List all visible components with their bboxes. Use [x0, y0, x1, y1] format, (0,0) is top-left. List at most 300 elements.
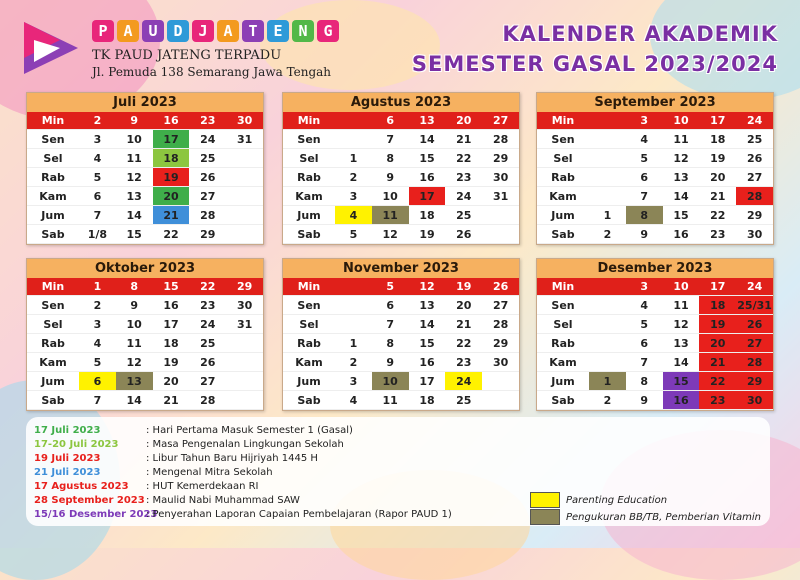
day-label: Jum	[27, 206, 79, 225]
date-cell: 26	[736, 149, 773, 168]
date-cell: 29	[482, 334, 519, 353]
day-label: Sel	[27, 315, 79, 334]
school-logo	[20, 18, 82, 78]
date-cell	[226, 149, 263, 168]
day-label: Min	[27, 278, 79, 296]
day-label: Sab	[27, 225, 79, 244]
date-cell: 27	[482, 112, 519, 130]
page-subtitle: SEMESTER GASAL 2023/2024	[411, 52, 778, 76]
date-cell: 3	[335, 372, 372, 391]
date-cell: 10	[372, 187, 409, 206]
week-row	[27, 225, 263, 244]
month-table	[283, 112, 519, 244]
date-cell: 11	[116, 334, 153, 353]
day-label: Sel	[27, 149, 79, 168]
note-date: 17-20 Juli 2023	[34, 439, 119, 450]
date-cell: 7	[372, 130, 409, 149]
week-row	[27, 391, 263, 410]
bg-blob	[650, 0, 800, 100]
date-cell: 28	[482, 130, 519, 149]
week-row	[27, 353, 263, 372]
week-row	[537, 112, 773, 130]
date-cell: 5	[79, 353, 116, 372]
date-cell: 17	[699, 278, 736, 296]
week-row	[283, 206, 519, 225]
week-row	[27, 130, 263, 149]
note-date: 21 Juli 2023	[34, 467, 101, 478]
date-cell	[482, 225, 519, 244]
date-cell: 25	[189, 334, 226, 353]
date-cell: 22	[189, 278, 226, 296]
date-cell: 13	[663, 168, 700, 187]
day-label: Sel	[537, 315, 589, 334]
date-cell: 11	[372, 206, 409, 225]
date-cell: 17	[409, 372, 446, 391]
date-cell: 18	[153, 334, 190, 353]
day-label: Jum	[537, 206, 589, 225]
date-cell: 27	[189, 372, 226, 391]
day-label: Sab	[27, 391, 79, 410]
note-text: : HUT Kemerdekaan RI	[146, 481, 259, 492]
note-date: 28 September 2023	[34, 495, 145, 506]
date-cell: 2	[589, 391, 626, 410]
month-title: Agustus 2023	[283, 93, 519, 112]
month-title: November 2023	[283, 259, 519, 278]
week-row	[537, 372, 773, 391]
legend-item	[530, 492, 761, 508]
brand-letter: A	[117, 20, 139, 42]
date-cell: 13	[409, 296, 446, 315]
date-cell: 9	[626, 391, 663, 410]
date-cell: 27	[736, 168, 773, 187]
date-cell: 23	[445, 168, 482, 187]
month-calendar	[536, 92, 774, 245]
week-row	[27, 315, 263, 334]
date-cell: 18	[409, 391, 446, 410]
date-cell: 12	[116, 353, 153, 372]
date-cell: 15	[409, 149, 446, 168]
month-title: Juli 2023	[27, 93, 263, 112]
date-cell: 20	[445, 112, 482, 130]
date-cell: 17	[699, 112, 736, 130]
date-cell: 28	[189, 391, 226, 410]
date-cell: 25	[445, 391, 482, 410]
date-cell: 26	[189, 168, 226, 187]
date-cell: 19	[699, 149, 736, 168]
week-row	[283, 112, 519, 130]
week-row	[27, 168, 263, 187]
brand-letter: J	[192, 20, 214, 42]
date-cell	[482, 391, 519, 410]
date-cell: 6	[79, 187, 116, 206]
day-label: Sab	[537, 391, 589, 410]
week-row	[283, 278, 519, 296]
day-label: Jum	[283, 206, 335, 225]
date-cell: 10	[116, 130, 153, 149]
date-cell: 30	[226, 296, 263, 315]
note-date: 17 Agustus 2023	[34, 481, 129, 492]
week-row	[283, 372, 519, 391]
note-date: 19 Juli 2023	[34, 453, 101, 464]
date-cell	[589, 112, 626, 130]
date-cell: 22	[445, 334, 482, 353]
date-cell	[589, 278, 626, 296]
date-cell: 12	[116, 168, 153, 187]
day-label: Sen	[537, 296, 589, 315]
date-cell: 4	[79, 149, 116, 168]
month-table	[537, 278, 773, 410]
date-cell: 8	[372, 149, 409, 168]
note-text: : Mengenal Mitra Sekolah	[146, 467, 273, 478]
date-cell	[589, 130, 626, 149]
date-cell: 6	[372, 112, 409, 130]
date-cell: 29	[736, 206, 773, 225]
date-cell	[226, 187, 263, 206]
day-label: Min	[27, 112, 79, 130]
date-cell: 30	[482, 353, 519, 372]
date-cell: 24	[189, 130, 226, 149]
date-cell: 24	[736, 112, 773, 130]
week-row	[537, 149, 773, 168]
date-cell: 14	[663, 353, 700, 372]
date-cell: 3	[79, 315, 116, 334]
date-cell: 21	[153, 206, 190, 225]
legend-swatch	[530, 509, 560, 525]
month-table	[537, 112, 773, 244]
note-text: : Hari Pertama Masuk Semester 1 (Gasal)	[146, 425, 353, 436]
date-cell: 18	[153, 149, 190, 168]
date-cell: 5	[79, 168, 116, 187]
legend-swatch	[530, 492, 560, 508]
date-cell: 13	[116, 372, 153, 391]
date-cell: 18	[699, 296, 736, 315]
date-cell: 24	[445, 187, 482, 206]
date-cell: 28	[736, 187, 773, 206]
date-cell: 7	[372, 315, 409, 334]
day-label: Rab	[27, 168, 79, 187]
date-cell	[589, 353, 626, 372]
brand-logo	[92, 20, 339, 42]
day-label: Rab	[27, 334, 79, 353]
date-cell: 25	[445, 206, 482, 225]
date-cell: 2	[79, 296, 116, 315]
brand-letter: D	[167, 20, 189, 42]
date-cell: 24	[189, 315, 226, 334]
date-cell: 20	[445, 296, 482, 315]
date-cell	[589, 168, 626, 187]
week-row	[283, 334, 519, 353]
date-cell: 10	[663, 278, 700, 296]
date-cell: 3	[626, 278, 663, 296]
date-cell: 2	[589, 225, 626, 244]
date-cell: 2	[79, 112, 116, 130]
day-label: Min	[537, 112, 589, 130]
note-text: : Penyerahan Laporan Capaian Pembelajaran (Rapor PAUD 1)	[146, 509, 452, 520]
date-cell: 26	[482, 278, 519, 296]
date-cell: 22	[153, 225, 190, 244]
brand-letter: G	[317, 20, 339, 42]
day-label: Sen	[27, 296, 79, 315]
note-text: : Libur Tahun Baru Hijriyah 1445 H	[146, 453, 318, 464]
date-cell: 3	[79, 130, 116, 149]
week-row	[283, 391, 519, 410]
school-name: TK PAUD JATENG TERPADU	[92, 48, 282, 63]
day-label: Jum	[27, 372, 79, 391]
date-cell: 16	[663, 391, 700, 410]
date-cell: 4	[335, 391, 372, 410]
date-cell: 26	[736, 315, 773, 334]
date-cell: 28	[482, 315, 519, 334]
date-cell: 14	[409, 130, 446, 149]
date-cell: 11	[372, 391, 409, 410]
date-cell: 23	[699, 391, 736, 410]
day-label: Kam	[27, 187, 79, 206]
date-cell	[589, 315, 626, 334]
date-cell: 28	[189, 206, 226, 225]
date-cell: 28	[736, 353, 773, 372]
date-cell: 31	[482, 187, 519, 206]
date-cell: 10	[372, 372, 409, 391]
date-cell: 14	[116, 391, 153, 410]
date-cell: 19	[153, 168, 190, 187]
date-cell: 25	[189, 149, 226, 168]
week-row	[537, 334, 773, 353]
date-cell: 29	[226, 278, 263, 296]
day-label: Sen	[537, 130, 589, 149]
date-cell: 5	[372, 278, 409, 296]
date-cell: 13	[409, 112, 446, 130]
date-cell: 24	[445, 372, 482, 391]
day-label: Sen	[27, 130, 79, 149]
date-cell: 6	[372, 296, 409, 315]
date-cell: 11	[116, 149, 153, 168]
date-cell: 20	[699, 168, 736, 187]
school-address: Jl. Pemuda 138 Semarang Jawa Tengah	[92, 65, 332, 79]
week-row	[27, 187, 263, 206]
week-row	[537, 206, 773, 225]
date-cell	[226, 168, 263, 187]
day-label: Rab	[537, 334, 589, 353]
date-cell: 30	[736, 225, 773, 244]
day-label: Rab	[537, 168, 589, 187]
date-cell: 1	[335, 334, 372, 353]
day-label: Kam	[537, 187, 589, 206]
date-cell: 4	[626, 296, 663, 315]
date-cell: 17	[153, 315, 190, 334]
date-cell: 8	[372, 334, 409, 353]
week-row	[27, 278, 263, 296]
day-label: Min	[283, 278, 335, 296]
date-cell: 22	[445, 149, 482, 168]
page-title: KALENDER AKADEMIK	[502, 22, 778, 46]
date-cell: 27	[189, 187, 226, 206]
week-row	[537, 391, 773, 410]
date-cell	[226, 372, 263, 391]
date-cell: 15	[153, 278, 190, 296]
date-cell	[226, 225, 263, 244]
brand-letter: E	[267, 20, 289, 42]
date-cell: 7	[79, 206, 116, 225]
date-cell: 23	[189, 112, 226, 130]
date-cell: 31	[226, 130, 263, 149]
day-label: Kam	[283, 353, 335, 372]
week-row	[283, 149, 519, 168]
date-cell	[335, 296, 372, 315]
date-cell	[226, 391, 263, 410]
date-cell: 22	[699, 372, 736, 391]
date-cell: 8	[626, 372, 663, 391]
date-cell: 17	[409, 187, 446, 206]
day-label: Sel	[283, 315, 335, 334]
month-calendar	[26, 92, 264, 245]
date-cell: 9	[372, 168, 409, 187]
date-cell: 21	[445, 315, 482, 334]
date-cell: 24	[736, 278, 773, 296]
date-cell: 12	[663, 149, 700, 168]
date-cell: 17	[153, 130, 190, 149]
date-cell	[482, 372, 519, 391]
day-label: Kam	[537, 353, 589, 372]
date-cell	[482, 206, 519, 225]
date-cell: 27	[736, 334, 773, 353]
note-text: : Maulid Nabi Muhammad SAW	[146, 495, 300, 506]
date-cell: 31	[226, 315, 263, 334]
date-cell: 19	[445, 278, 482, 296]
day-label: Sab	[283, 391, 335, 410]
date-cell: 12	[663, 315, 700, 334]
date-cell: 16	[153, 296, 190, 315]
legend-label: Pengukuran BB/TB, Pemberian Vitamin	[566, 511, 761, 523]
week-row	[537, 187, 773, 206]
date-cell	[226, 206, 263, 225]
date-cell: 9	[372, 353, 409, 372]
week-row	[27, 149, 263, 168]
date-cell: 5	[335, 225, 372, 244]
month-table	[283, 278, 519, 410]
brand-letter: A	[217, 20, 239, 42]
date-cell: 11	[663, 296, 700, 315]
date-cell	[335, 130, 372, 149]
week-row	[283, 296, 519, 315]
date-cell: 21	[445, 130, 482, 149]
date-cell: 7	[626, 187, 663, 206]
legend-label: Parenting Education	[566, 494, 668, 506]
month-calendar	[282, 258, 520, 411]
brand-letter: N	[292, 20, 314, 42]
date-cell: 9	[116, 112, 153, 130]
day-label: Sab	[283, 225, 335, 244]
date-cell: 3	[335, 187, 372, 206]
date-cell: 5	[626, 149, 663, 168]
date-cell	[335, 315, 372, 334]
date-cell: 4	[79, 334, 116, 353]
week-row	[537, 296, 773, 315]
date-cell: 7	[79, 391, 116, 410]
month-title: Desember 2023	[537, 259, 773, 278]
date-cell: 13	[116, 187, 153, 206]
day-label: Rab	[283, 334, 335, 353]
date-cell: 15	[663, 372, 700, 391]
day-label: Sel	[537, 149, 589, 168]
date-cell: 1	[335, 149, 372, 168]
day-label: Sel	[283, 149, 335, 168]
date-cell: 10	[116, 315, 153, 334]
week-row	[283, 130, 519, 149]
date-cell	[226, 353, 263, 372]
date-cell: 5	[626, 315, 663, 334]
day-label: Min	[537, 278, 589, 296]
date-cell: 2	[335, 168, 372, 187]
date-cell: 2	[335, 353, 372, 372]
week-row	[27, 206, 263, 225]
date-cell: 16	[663, 225, 700, 244]
date-cell: 10	[663, 112, 700, 130]
date-cell: 20	[699, 334, 736, 353]
day-label: Kam	[283, 187, 335, 206]
date-cell	[589, 187, 626, 206]
date-cell: 12	[409, 278, 446, 296]
day-label: Rab	[283, 168, 335, 187]
day-label: Min	[283, 112, 335, 130]
date-cell: 11	[663, 130, 700, 149]
week-row	[27, 334, 263, 353]
date-cell: 27	[482, 296, 519, 315]
week-row	[537, 353, 773, 372]
date-cell: 30	[226, 112, 263, 130]
date-cell: 8	[116, 278, 153, 296]
week-row	[537, 130, 773, 149]
month-title: Oktober 2023	[27, 259, 263, 278]
day-label: Sen	[283, 296, 335, 315]
date-cell: 1	[589, 372, 626, 391]
month-table	[27, 278, 263, 410]
date-cell: 21	[699, 353, 736, 372]
week-row	[27, 296, 263, 315]
date-cell: 1	[589, 206, 626, 225]
date-cell: 19	[409, 225, 446, 244]
date-cell: 29	[482, 149, 519, 168]
date-cell: 21	[153, 391, 190, 410]
month-table	[27, 112, 263, 244]
date-cell	[226, 334, 263, 353]
legend-item	[530, 509, 761, 525]
week-row	[283, 315, 519, 334]
date-cell	[589, 334, 626, 353]
week-row	[27, 372, 263, 391]
date-cell	[589, 149, 626, 168]
date-cell: 26	[189, 353, 226, 372]
week-row	[283, 168, 519, 187]
date-cell: 25/31	[736, 296, 773, 315]
date-cell: 9	[116, 296, 153, 315]
date-cell	[335, 278, 372, 296]
day-label: Jum	[283, 372, 335, 391]
week-row	[283, 187, 519, 206]
month-calendar	[536, 258, 774, 411]
day-label: Sen	[283, 130, 335, 149]
date-cell: 23	[189, 296, 226, 315]
note-date: 15/16 Desember 2023	[34, 509, 158, 520]
week-row	[283, 353, 519, 372]
date-cell: 6	[626, 334, 663, 353]
note-text: : Masa Pengenalan Lingkungan Sekolah	[146, 439, 344, 450]
date-cell: 30	[736, 391, 773, 410]
date-cell: 13	[663, 334, 700, 353]
date-cell: 6	[79, 372, 116, 391]
date-cell: 19	[153, 353, 190, 372]
date-cell: 25	[736, 130, 773, 149]
date-cell: 7	[626, 353, 663, 372]
